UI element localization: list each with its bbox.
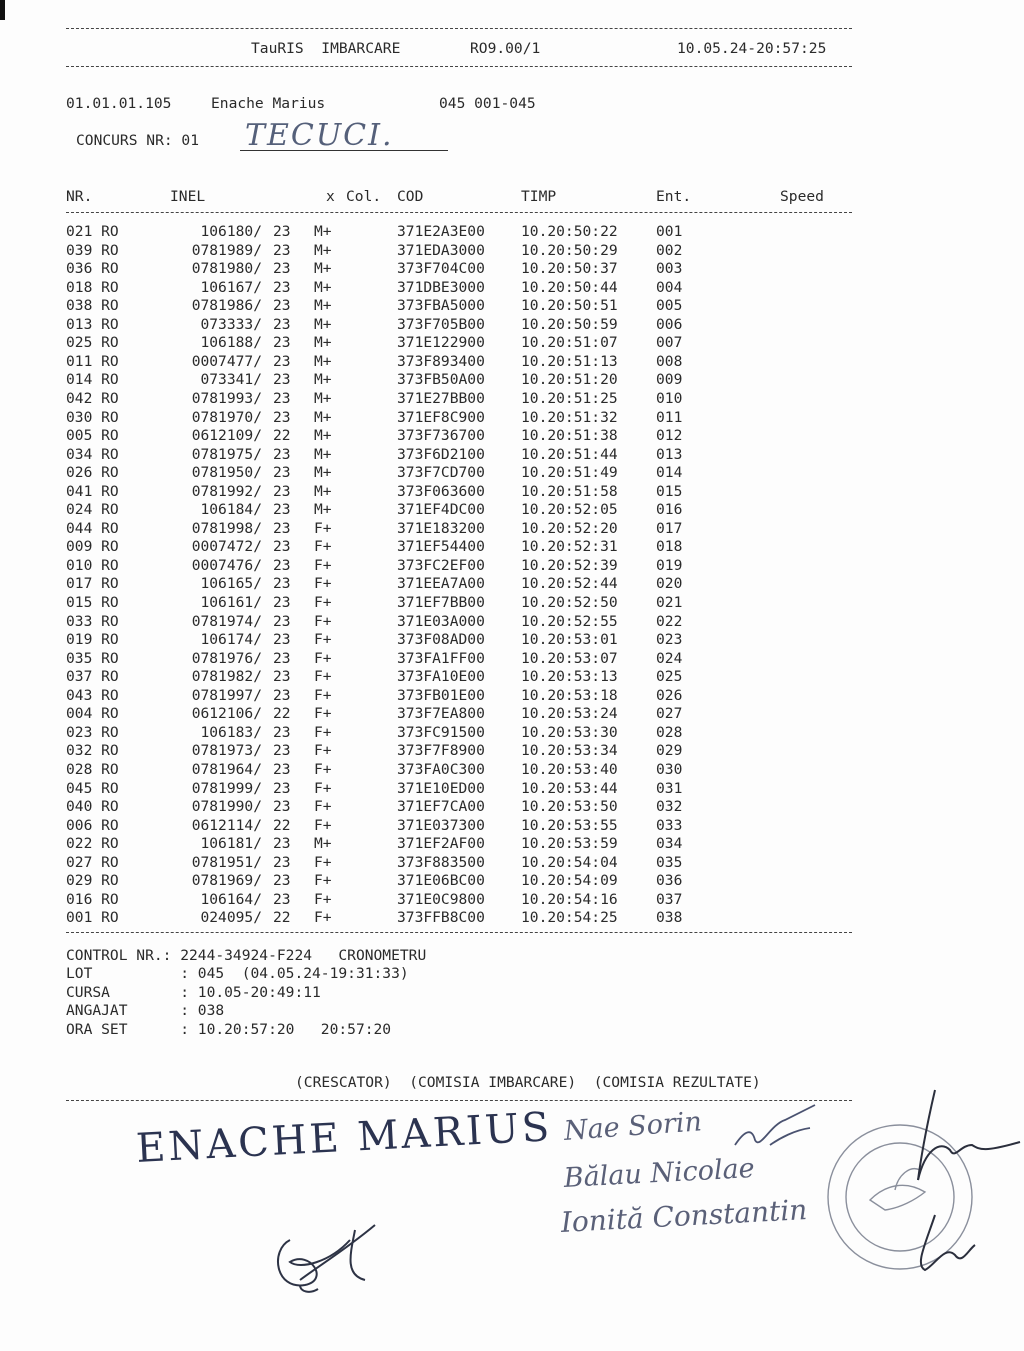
cell-timp: 10.20:51:25 [521,389,618,407]
cell-nr: 034 RO [66,445,119,463]
cell-nr: 041 RO [66,482,119,500]
cell-inel: 106161/ [200,594,262,611]
cell-inel: 0781990/ [191,798,262,816]
lot-line: LOT : 045 (04.05.24-19:31:33) [66,965,409,982]
cell-ent: 003 [656,260,683,278]
cell-year: 23 [273,686,291,704]
cell-timp: 10.20:53:13 [521,668,618,686]
cell-cod: 371E037300 [397,816,485,834]
fancier-code: 01.01.01.105 [66,95,172,112]
cell-timp: 10.20:50:51 [521,297,618,315]
cell-timp: 10.20:50:44 [521,278,618,296]
control-line: CONTROL NR.: 2244-34924-F224 CRONOMETRU [66,947,427,964]
cell-cod: 373F704C00 [397,260,485,278]
cell-inel: 0781969/ [191,872,262,890]
cell-cod: 371EF7CA00 [397,798,485,816]
cell-sex: M+ [314,241,332,259]
cell-nr: 042 RO [66,389,119,407]
cell-nr: 010 RO [66,556,119,574]
fancier-name: Enache Marius [211,95,326,112]
cell-ent: 033 [656,816,683,834]
cell-nr: 015 RO [66,594,119,611]
cell-sex: F+ [314,519,332,537]
cell-inel: 073341/ [200,371,262,389]
cell-cod: 373F705B00 [397,315,485,333]
cell-ent: 011 [656,408,683,426]
cell-timp: 10.20:52:39 [521,556,618,574]
cell-ent: 025 [656,668,683,686]
cell-nr: 035 RO [66,649,119,667]
cell-timp: 10.20:51:32 [521,408,618,426]
cell-ent: 008 [656,352,683,370]
cell-inel: 0781998/ [191,519,262,537]
cell-sex: F+ [314,686,332,704]
cell-sex: M+ [314,445,332,463]
cell-nr: 011 RO [66,352,119,370]
cell-timp: 10.20:53:24 [521,705,618,723]
cell-sex: M+ [314,315,332,333]
cell-nr: 040 RO [66,798,119,816]
cell-timp: 10.20:53:44 [521,779,618,797]
cell-sex: M+ [314,334,332,352]
cell-nr: 033 RO [66,612,119,630]
cell-year: 23 [273,501,291,519]
cell-sex: M+ [314,427,332,445]
cell-cod: 371E2A3E00 [397,223,485,240]
col-header-nr: NR. [66,188,93,205]
cell-nr: 037 RO [66,668,119,686]
report-datetime: 10.05.24-20:57:25 [677,40,827,57]
cell-cod: 373F7CD700 [397,464,485,482]
cell-nr: 026 RO [66,464,119,482]
cell-inel: 106181/ [200,835,262,853]
cell-inel: 0781986/ [191,297,262,315]
cell-cod: 371EF54400 [397,538,485,556]
cell-ent: 007 [656,334,683,352]
cell-cod: 373F736700 [397,427,485,445]
cell-sex: F+ [314,575,332,593]
cell-nr: 044 RO [66,519,119,537]
cell-inel: 106174/ [200,631,262,649]
cell-year: 23 [273,223,291,240]
cell-cod: 373FC91500 [397,723,485,741]
cell-ent: 024 [656,649,683,667]
cell-inel: 0781951/ [191,853,262,871]
cell-nr: 017 RO [66,575,119,593]
cell-year: 23 [273,538,291,556]
cell-inel: 0007472/ [191,538,262,556]
cell-year: 23 [273,612,291,630]
cell-ent: 012 [656,427,683,445]
cell-sex: M+ [314,389,332,407]
cell-timp: 10.20:50:37 [521,260,618,278]
cell-nr: 001 RO [66,909,119,927]
cell-nr: 038 RO [66,297,119,315]
cell-cod: 371DBE3000 [397,278,485,296]
cell-inel: 0781964/ [191,760,262,778]
cell-timp: 10.20:52:05 [521,501,618,519]
cell-nr: 018 RO [66,278,119,296]
cell-inel: 0781989/ [191,241,262,259]
cell-sex: F+ [314,760,332,778]
cell-nr: 025 RO [66,334,119,352]
cell-nr: 032 RO [66,742,119,760]
cell-sex: F+ [314,705,332,723]
cell-sex: F+ [314,909,332,927]
cell-timp: 10.20:54:09 [521,872,618,890]
cell-cod: 373F063600 [397,482,485,500]
cell-timp: 10.20:51:44 [521,445,618,463]
cell-cod: 373FB01E00 [397,686,485,704]
cell-timp: 10.20:54:25 [521,909,618,927]
club-stamp [828,1125,972,1269]
cell-sex: M+ [314,464,332,482]
cell-timp: 10.20:51:20 [521,371,618,389]
col-header-inel: INEL [170,188,206,205]
col-header-cod: COD [397,188,424,205]
cell-timp: 10.20:53:01 [521,631,618,649]
cell-nr: 006 RO [66,816,119,834]
cell-timp: 10.20:54:04 [521,853,618,871]
cell-cod: 371E06BC00 [397,872,485,890]
cell-inel: 0781976/ [191,649,262,667]
cell-timp: 10.20:50:59 [521,315,618,333]
cell-cod: 371E0C9800 [397,890,485,908]
cell-sex: M+ [314,260,332,278]
cell-ent: 002 [656,241,683,259]
cell-timp: 10.20:53:55 [521,816,618,834]
col-header-col: Col. [346,188,382,205]
cell-ent: 038 [656,909,683,927]
cell-year: 23 [273,352,291,370]
cell-cod: 371EEA7A00 [397,575,485,593]
cell-year: 23 [273,389,291,407]
cell-cod: 371EDA3000 [397,241,485,259]
cell-year: 23 [273,649,291,667]
cell-year: 23 [273,835,291,853]
cell-inel: 0781973/ [191,742,262,760]
cell-sex: F+ [314,649,332,667]
cell-sex: F+ [314,631,332,649]
cell-nr: 039 RO [66,241,119,259]
cell-timp: 10.20:51:07 [521,334,618,352]
cell-inel: 0612106/ [191,705,262,723]
cell-nr: 009 RO [66,538,119,556]
cell-sex: F+ [314,594,332,611]
cell-nr: 024 RO [66,501,119,519]
cell-timp: 10.20:53:50 [521,798,618,816]
cell-inel: 0612109/ [191,427,262,445]
report-version: RO9.00/1 [470,40,541,57]
cell-year: 23 [273,890,291,908]
cell-timp: 10.20:54:16 [521,890,618,908]
commission-small-signature [735,1105,815,1145]
cell-sex: M+ [314,835,332,853]
cell-ent: 006 [656,315,683,333]
cell-inel: 106188/ [200,334,262,352]
cell-nr: 016 RO [66,890,119,908]
cell-year: 23 [273,872,291,890]
cell-year: 23 [273,668,291,686]
cell-year: 23 [273,575,291,593]
cell-timp: 10.20:52:20 [521,519,618,537]
cell-timp: 10.20:53:34 [521,742,618,760]
cell-sex: F+ [314,538,332,556]
cell-ent: 020 [656,575,683,593]
cell-nr: 029 RO [66,872,119,890]
cell-nr: 027 RO [66,853,119,871]
cell-sex: M+ [314,371,332,389]
cell-ent: 019 [656,556,683,574]
cell-year: 22 [273,816,291,834]
cell-year: 22 [273,705,291,723]
cell-cod: 373FBA5000 [397,297,485,315]
cell-cod: 373FA10E00 [397,668,485,686]
cell-inel: 0781970/ [191,408,262,426]
cell-inel: 0781975/ [191,445,262,463]
cell-cod: 371EF8C900 [397,408,485,426]
lot-range: 045 001-045 [439,95,536,112]
cell-cod: 371E122900 [397,334,485,352]
cell-ent: 028 [656,723,683,741]
cell-cod: 371EF4DC00 [397,501,485,519]
cell-nr: 036 RO [66,260,119,278]
cell-year: 22 [273,909,291,927]
commission-member-1: Nae Sorin [563,1106,703,1147]
cell-nr: 004 RO [66,705,119,723]
cell-cod: 371EF2AF00 [397,835,485,853]
cell-timp: 10.20:52:31 [521,538,618,556]
cell-ent: 035 [656,853,683,871]
cell-timp: 10.20:53:07 [521,649,618,667]
cell-ent: 037 [656,890,683,908]
cell-sex: F+ [314,890,332,908]
cell-inel: 0612114/ [191,816,262,834]
cell-ent: 016 [656,501,683,519]
cell-sex: F+ [314,872,332,890]
cell-sex: M+ [314,278,332,296]
cell-ent: 014 [656,464,683,482]
cell-nr: 005 RO [66,427,119,445]
cell-ent: 021 [656,594,683,611]
cell-timp: 10.20:50:22 [521,223,618,240]
cell-nr: 030 RO [66,408,119,426]
cell-year: 23 [273,260,291,278]
ora-set-line: ORA SET : 10.20:57:20 20:57:20 [66,1021,392,1038]
cell-timp: 10.20:53:30 [521,723,618,741]
cell-sex: F+ [314,816,332,834]
cell-nr: 019 RO [66,631,119,649]
cell-inel: 0781992/ [191,482,262,500]
cell-year: 23 [273,297,291,315]
cell-sex: M+ [314,482,332,500]
cell-cod: 373FFB8C00 [397,909,485,927]
commission-member-2: Bălau Nicolae [563,1153,756,1194]
cell-ent: 031 [656,779,683,797]
col-header-timp: TIMP [521,188,557,205]
cell-nr: 028 RO [66,760,119,778]
crescator-signature-scribble [278,1225,375,1292]
cell-sex: F+ [314,779,332,797]
cell-year: 23 [273,445,291,463]
commission-member-3: Ionită Constantin [560,1193,809,1239]
cell-sex: M+ [314,501,332,519]
cell-nr: 021 RO [66,223,119,240]
cell-year: 22 [273,427,291,445]
cell-nr: 022 RO [66,835,119,853]
cell-sex: F+ [314,853,332,871]
report-title: TauRIS IMBARCARE [251,40,401,57]
cell-cod: 373FC2EF00 [397,556,485,574]
cell-cod: 373FA1FF00 [397,649,485,667]
cell-inel: 0781997/ [191,686,262,704]
cursa-line: CURSA : 10.05-20:49:11 [66,984,321,1001]
cell-ent: 026 [656,686,683,704]
cell-inel: 106165/ [200,575,262,593]
cell-timp: 10.20:53:18 [521,686,618,704]
cell-ent: 004 [656,278,683,296]
cell-ent: 034 [656,835,683,853]
contest-location-handwritten: TECUCI. [245,118,394,153]
col-header-x: x [326,188,335,205]
cell-inel: 106167/ [200,278,262,296]
cell-inel: 106180/ [200,223,262,240]
cell-sex: M+ [314,223,332,240]
cell-year: 23 [273,334,291,352]
cell-timp: 10.20:51:49 [521,464,618,482]
cell-nr: 043 RO [66,686,119,704]
cell-year: 23 [273,853,291,871]
cell-cod: 373F893400 [397,352,485,370]
cell-inel: 0781982/ [191,668,262,686]
cell-sex: M+ [314,408,332,426]
cell-inel: 0781993/ [191,389,262,407]
cell-cod: 371E27BB00 [397,389,485,407]
cell-cod: 371E10ED00 [397,779,485,797]
cell-year: 23 [273,798,291,816]
cell-inel: 0781999/ [191,779,262,797]
cell-timp: 10.20:52:50 [521,594,618,611]
cell-timp: 10.20:51:58 [521,482,618,500]
cell-ent: 029 [656,742,683,760]
cell-timp: 10.20:53:40 [521,760,618,778]
cell-ent: 017 [656,519,683,537]
cell-cod: 373F7EA800 [397,705,485,723]
cell-cod: 371EF7BB00 [397,594,485,611]
cell-timp: 10.20:50:29 [521,241,618,259]
cell-timp: 10.20:53:59 [521,835,618,853]
cell-cod: 371E03A000 [397,612,485,630]
cell-sex: F+ [314,798,332,816]
cell-nr: 014 RO [66,371,119,389]
cell-year: 23 [273,779,291,797]
cell-cod: 371E183200 [397,519,485,537]
cell-year: 23 [273,371,291,389]
cell-cod: 373FA0C300 [397,760,485,778]
cell-year: 23 [273,631,291,649]
cell-inel: 024095/ [200,909,262,927]
cell-ent: 001 [656,223,683,240]
crescator-name-handwritten: ENACHE MARIUS [135,1104,554,1172]
cell-nr: 045 RO [66,779,119,797]
president-signature [918,1090,1020,1270]
cell-cod: 373F7F8900 [397,742,485,760]
cell-sex: F+ [314,668,332,686]
cell-year: 23 [273,315,291,333]
cell-nr: 023 RO [66,723,119,741]
cell-year: 23 [273,723,291,741]
cell-timp: 10.20:51:13 [521,352,618,370]
cell-inel: 106183/ [200,723,262,741]
cell-inel: 0007476/ [191,556,262,574]
cell-year: 23 [273,519,291,537]
cell-inel: 0781950/ [191,464,262,482]
cell-sex: F+ [314,556,332,574]
cell-inel: 106184/ [200,501,262,519]
col-header-ent: Ent. [656,188,692,205]
cell-year: 23 [273,594,291,611]
cell-timp: 10.20:51:38 [521,427,618,445]
cell-ent: 032 [656,798,683,816]
cell-nr: 013 RO [66,315,119,333]
cell-ent: 022 [656,612,683,630]
col-header-speed: Speed [780,188,824,205]
cell-year: 23 [273,241,291,259]
cell-ent: 030 [656,760,683,778]
cell-cod: 373FB50A00 [397,371,485,389]
cell-inel: 0007477/ [191,352,262,370]
cell-year: 23 [273,556,291,574]
signature-roles: (CRESCATOR) (COMISIA IMBARCARE) (COMISIA REZULTATE) [295,1074,761,1091]
cell-ent: 036 [656,872,683,890]
cell-ent: 010 [656,389,683,407]
cell-sex: F+ [314,723,332,741]
cell-sex: M+ [314,297,332,315]
cell-inel: 0781974/ [191,612,262,630]
cell-year: 23 [273,742,291,760]
angajat-line: ANGAJAT : 038 [66,1002,225,1019]
cell-ent: 015 [656,482,683,500]
cell-year: 23 [273,464,291,482]
cell-inel: 073333/ [200,315,262,333]
cell-ent: 027 [656,705,683,723]
cell-year: 23 [273,482,291,500]
cell-sex: F+ [314,742,332,760]
cell-cod: 373F08AD00 [397,631,485,649]
cell-timp: 10.20:52:44 [521,575,618,593]
cell-inel: 106164/ [200,890,262,908]
cell-ent: 023 [656,631,683,649]
cell-sex: F+ [314,612,332,630]
cell-timp: 10.20:52:55 [521,612,618,630]
cell-ent: 013 [656,445,683,463]
cell-year: 23 [273,278,291,296]
cell-cod: 373F6D2100 [397,445,485,463]
contest-label: CONCURS NR: 01 [76,132,200,149]
cell-cod: 373F883500 [397,853,485,871]
cell-ent: 018 [656,538,683,556]
cell-sex: M+ [314,352,332,370]
cell-year: 23 [273,408,291,426]
cell-year: 23 [273,760,291,778]
cell-ent: 005 [656,297,683,315]
cell-inel: 0781980/ [191,260,262,278]
cell-ent: 009 [656,371,683,389]
